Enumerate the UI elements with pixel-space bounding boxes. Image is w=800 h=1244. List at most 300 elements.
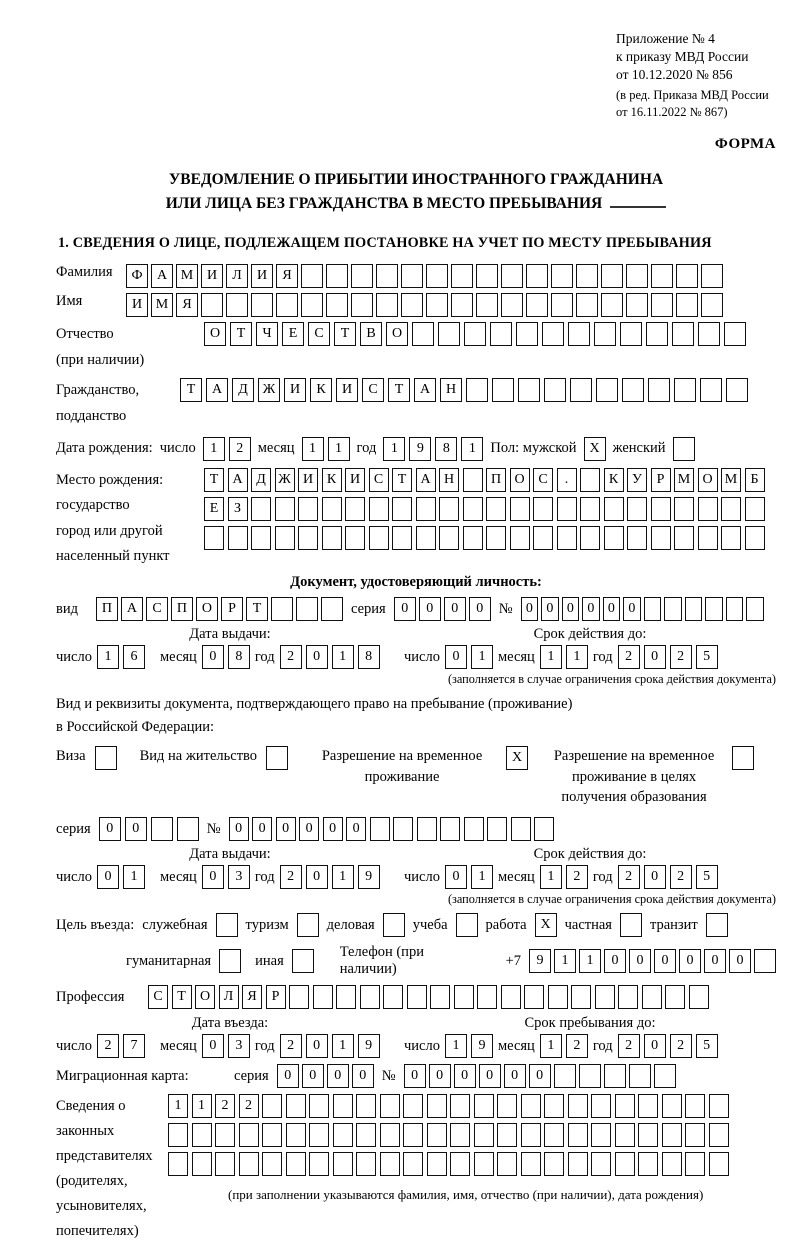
char-cell[interactable] [591,1094,611,1118]
char-cell[interactable]: А [414,378,436,402]
char-cell[interactable] [685,1123,705,1147]
char-cell[interactable]: 1 [328,437,350,461]
char-cell[interactable] [533,526,553,550]
char-cell[interactable] [551,264,573,288]
char-cell[interactable] [401,293,423,317]
char-cell[interactable] [326,293,348,317]
char-cell[interactable] [450,1123,470,1147]
char-cell[interactable]: 0 [504,1064,526,1088]
char-cell[interactable]: 0 [394,597,416,621]
char-cell[interactable] [463,497,483,521]
char-cell[interactable]: К [322,468,342,492]
checkbox-transit[interactable] [706,913,728,937]
char-cell[interactable] [662,1094,682,1118]
char-cell[interactable]: 1 [445,1034,467,1058]
char-cell[interactable] [262,1123,282,1147]
char-cell[interactable]: И [251,264,273,288]
char-cell[interactable] [336,985,356,1009]
char-cell[interactable] [474,1123,494,1147]
char-cell[interactable] [392,526,412,550]
char-cell[interactable] [322,526,342,550]
char-cell[interactable] [333,1123,353,1147]
char-cell[interactable] [511,817,531,841]
char-cell[interactable]: С [146,597,168,621]
char-cell[interactable] [204,526,224,550]
char-cell[interactable] [450,1094,470,1118]
char-cell[interactable] [676,264,698,288]
char-cell[interactable] [579,1064,601,1088]
char-cell[interactable]: Я [276,264,298,288]
char-cell[interactable] [192,1123,212,1147]
char-cell[interactable] [380,1123,400,1147]
char-cell[interactable]: 1 [540,1034,562,1058]
char-cell[interactable]: А [228,468,248,492]
char-cell[interactable] [651,497,671,521]
char-cell[interactable] [476,264,498,288]
char-cell[interactable] [664,597,682,621]
char-cell[interactable]: 1 [579,949,601,973]
char-cell[interactable]: Т [392,468,412,492]
char-cell[interactable] [604,497,624,521]
char-cell[interactable] [626,264,648,288]
char-cell[interactable] [439,497,459,521]
char-cell[interactable] [412,322,434,346]
char-cell[interactable] [262,1094,282,1118]
char-cell[interactable]: 2 [280,865,302,889]
char-cell[interactable] [426,264,448,288]
char-cell[interactable]: 2 [239,1094,259,1118]
char-cell[interactable] [651,264,673,288]
char-cell[interactable] [286,1094,306,1118]
char-cell[interactable] [454,985,474,1009]
char-cell[interactable]: 9 [529,949,551,973]
char-cell[interactable]: Д [232,378,254,402]
checkbox-residence-permit[interactable] [266,746,288,770]
char-cell[interactable] [276,293,298,317]
char-cell[interactable]: С [308,322,330,346]
checkbox-tourism[interactable] [297,913,319,937]
char-cell[interactable] [463,468,483,492]
checkbox-male[interactable]: X [584,437,606,461]
char-cell[interactable] [709,1123,729,1147]
char-cell[interactable]: 0 [202,865,224,889]
char-cell[interactable]: 2 [229,437,251,461]
char-cell[interactable] [526,293,548,317]
char-cell[interactable]: М [176,264,198,288]
char-cell[interactable] [275,526,295,550]
char-cell[interactable]: 2 [670,645,692,669]
char-cell[interactable] [326,264,348,288]
char-cell[interactable]: 1 [540,865,562,889]
char-cell[interactable]: 0 [277,1064,299,1088]
char-cell[interactable] [497,1152,517,1176]
char-cell[interactable]: 0 [302,1064,324,1088]
char-cell[interactable]: 0 [202,1034,224,1058]
char-cell[interactable] [674,378,696,402]
char-cell[interactable]: 0 [704,949,726,973]
char-cell[interactable] [533,497,553,521]
char-cell[interactable]: 0 [529,1064,551,1088]
char-cell[interactable] [705,597,723,621]
char-cell[interactable] [345,526,365,550]
char-cell[interactable] [601,264,623,288]
char-cell[interactable]: Т [172,985,192,1009]
char-cell[interactable]: И [201,264,223,288]
char-cell[interactable] [524,985,544,1009]
char-cell[interactable]: У [627,468,647,492]
char-cell[interactable]: 0 [445,645,467,669]
char-cell[interactable]: 9 [471,1034,493,1058]
char-cell[interactable]: 0 [419,597,441,621]
char-cell[interactable]: Ж [275,468,295,492]
char-cell[interactable] [360,985,380,1009]
char-cell[interactable]: 0 [654,949,676,973]
char-cell[interactable]: 1 [97,645,119,669]
char-cell[interactable] [286,1123,306,1147]
char-cell[interactable] [474,1094,494,1118]
char-cell[interactable] [551,293,573,317]
char-cell[interactable] [638,1094,658,1118]
char-cell[interactable] [604,526,624,550]
checkbox-female[interactable] [673,437,695,461]
char-cell[interactable]: 0 [252,817,272,841]
char-cell[interactable]: И [345,468,365,492]
char-cell[interactable] [548,985,568,1009]
char-cell[interactable] [309,1094,329,1118]
char-cell[interactable]: З [228,497,248,521]
char-cell[interactable] [510,526,530,550]
char-cell[interactable] [369,526,389,550]
char-cell[interactable] [568,1152,588,1176]
char-cell[interactable] [251,526,271,550]
char-cell[interactable] [745,526,765,550]
char-cell[interactable]: Л [219,985,239,1009]
char-cell[interactable] [271,597,293,621]
char-cell[interactable]: 2 [618,865,640,889]
char-cell[interactable]: О [698,468,718,492]
char-cell[interactable] [665,985,685,1009]
char-cell[interactable] [571,985,591,1009]
char-cell[interactable] [685,1094,705,1118]
char-cell[interactable] [591,1152,611,1176]
char-cell[interactable] [648,378,670,402]
char-cell[interactable] [685,597,703,621]
char-cell[interactable] [521,1123,541,1147]
char-cell[interactable] [501,264,523,288]
char-cell[interactable] [309,1152,329,1176]
char-cell[interactable] [451,264,473,288]
char-cell[interactable]: . [557,468,577,492]
char-cell[interactable] [698,497,718,521]
char-cell[interactable] [745,497,765,521]
checkbox-temp-residence[interactable]: X [506,746,528,770]
char-cell[interactable] [486,497,506,521]
char-cell[interactable] [591,1123,611,1147]
char-cell[interactable]: 0 [644,865,666,889]
char-cell[interactable] [672,322,694,346]
char-cell[interactable] [356,1094,376,1118]
char-cell[interactable] [646,322,668,346]
char-cell[interactable] [674,526,694,550]
char-cell[interactable] [521,1094,541,1118]
char-cell[interactable] [356,1152,376,1176]
char-cell[interactable]: С [533,468,553,492]
char-cell[interactable]: 0 [323,817,343,841]
char-cell[interactable] [501,293,523,317]
char-cell[interactable] [701,264,723,288]
char-cell[interactable] [333,1152,353,1176]
char-cell[interactable] [544,1123,564,1147]
char-cell[interactable]: 0 [629,949,651,973]
char-cell[interactable] [580,468,600,492]
char-cell[interactable] [439,526,459,550]
char-cell[interactable] [721,497,741,521]
char-cell[interactable] [557,497,577,521]
char-cell[interactable]: Т [246,597,268,621]
char-cell[interactable] [726,597,744,621]
char-cell[interactable] [724,322,746,346]
char-cell[interactable]: Р [651,468,671,492]
char-cell[interactable]: 1 [123,865,145,889]
checkbox-visa[interactable] [95,746,117,770]
char-cell[interactable] [576,293,598,317]
checkbox-private[interactable] [620,913,642,937]
char-cell[interactable] [492,378,514,402]
char-cell[interactable] [333,1094,353,1118]
char-cell[interactable] [403,1123,423,1147]
char-cell[interactable] [177,817,199,841]
char-cell[interactable]: 1 [471,865,493,889]
char-cell[interactable]: 0 [729,949,751,973]
char-cell[interactable]: 1 [471,645,493,669]
char-cell[interactable]: 0 [623,597,641,621]
char-cell[interactable]: И [298,468,318,492]
char-cell[interactable]: Ж [258,378,280,402]
char-cell[interactable]: 1 [332,645,354,669]
char-cell[interactable] [568,1123,588,1147]
char-cell[interactable] [568,322,590,346]
char-cell[interactable]: 0 [479,1064,501,1088]
char-cell[interactable]: 5 [696,1034,718,1058]
char-cell[interactable] [629,1064,651,1088]
char-cell[interactable]: К [604,468,624,492]
char-cell[interactable] [407,985,427,1009]
char-cell[interactable]: 0 [521,597,539,621]
char-cell[interactable] [580,526,600,550]
char-cell[interactable]: И [126,293,148,317]
char-cell[interactable]: К [310,378,332,402]
char-cell[interactable] [286,1152,306,1176]
char-cell[interactable] [376,293,398,317]
char-cell[interactable]: А [206,378,228,402]
char-cell[interactable] [464,817,484,841]
char-cell[interactable] [604,1064,626,1088]
char-cell[interactable] [370,817,390,841]
char-cell[interactable] [595,985,615,1009]
char-cell[interactable]: Я [176,293,198,317]
char-cell[interactable] [626,293,648,317]
char-cell[interactable] [490,322,512,346]
char-cell[interactable] [518,378,540,402]
char-cell[interactable]: 0 [327,1064,349,1088]
char-cell[interactable] [726,378,748,402]
char-cell[interactable] [709,1094,729,1118]
char-cell[interactable]: 1 [192,1094,212,1118]
char-cell[interactable] [622,378,644,402]
char-cell[interactable]: М [151,293,173,317]
char-cell[interactable] [322,497,342,521]
char-cell[interactable]: 3 [228,865,250,889]
char-cell[interactable] [557,526,577,550]
char-cell[interactable]: 0 [202,645,224,669]
char-cell[interactable]: Ф [126,264,148,288]
char-cell[interactable]: О [386,322,408,346]
char-cell[interactable]: 2 [618,645,640,669]
char-cell[interactable]: 0 [445,865,467,889]
char-cell[interactable]: 0 [125,817,147,841]
char-cell[interactable]: 0 [306,865,328,889]
char-cell[interactable] [239,1152,259,1176]
char-cell[interactable]: 0 [603,597,621,621]
char-cell[interactable]: 0 [644,1034,666,1058]
char-cell[interactable]: Т [334,322,356,346]
char-cell[interactable]: 0 [346,817,366,841]
char-cell[interactable] [698,322,720,346]
char-cell[interactable] [615,1094,635,1118]
char-cell[interactable]: 2 [670,1034,692,1058]
char-cell[interactable]: 0 [454,1064,476,1088]
char-cell[interactable]: 0 [306,1034,328,1058]
char-cell[interactable]: 1 [332,865,354,889]
char-cell[interactable] [662,1123,682,1147]
char-cell[interactable]: 0 [429,1064,451,1088]
char-cell[interactable] [403,1094,423,1118]
char-cell[interactable]: 2 [280,1034,302,1058]
char-cell[interactable] [654,1064,676,1088]
char-cell[interactable]: И [336,378,358,402]
checkbox-official[interactable] [216,913,238,937]
char-cell[interactable] [438,322,460,346]
char-cell[interactable]: 8 [228,645,250,669]
char-cell[interactable] [689,985,709,1009]
char-cell[interactable]: 2 [566,1034,588,1058]
char-cell[interactable] [289,985,309,1009]
char-cell[interactable] [486,526,506,550]
char-cell[interactable]: И [284,378,306,402]
char-cell[interactable]: Ч [256,322,278,346]
char-cell[interactable]: 0 [299,817,319,841]
char-cell[interactable] [380,1152,400,1176]
char-cell[interactable]: С [369,468,389,492]
char-cell[interactable]: 8 [358,645,380,669]
char-cell[interactable]: 0 [229,817,249,841]
char-cell[interactable] [701,293,723,317]
char-cell[interactable]: Л [226,264,248,288]
char-cell[interactable] [417,817,437,841]
char-cell[interactable]: 5 [696,645,718,669]
char-cell[interactable]: 2 [97,1034,119,1058]
char-cell[interactable]: 2 [280,645,302,669]
char-cell[interactable] [192,1152,212,1176]
char-cell[interactable] [570,378,592,402]
char-cell[interactable] [351,264,373,288]
char-cell[interactable]: О [195,985,215,1009]
char-cell[interactable] [618,985,638,1009]
char-cell[interactable] [426,293,448,317]
char-cell[interactable]: 0 [352,1064,374,1088]
char-cell[interactable] [477,985,497,1009]
char-cell[interactable] [251,497,271,521]
char-cell[interactable]: 2 [215,1094,235,1118]
char-cell[interactable] [392,497,412,521]
char-cell[interactable]: 0 [99,817,121,841]
char-cell[interactable]: А [121,597,143,621]
char-cell[interactable] [638,1152,658,1176]
char-cell[interactable]: Д [251,468,271,492]
char-cell[interactable] [309,1123,329,1147]
char-cell[interactable]: 0 [444,597,466,621]
char-cell[interactable]: 0 [582,597,600,621]
char-cell[interactable] [380,1094,400,1118]
char-cell[interactable] [403,1152,423,1176]
checkbox-temp-residence-education[interactable] [732,746,754,770]
char-cell[interactable]: 3 [228,1034,250,1058]
char-cell[interactable] [239,1123,259,1147]
char-cell[interactable]: 5 [696,865,718,889]
checkbox-other[interactable] [292,949,314,973]
char-cell[interactable] [450,1152,470,1176]
checkbox-study[interactable] [456,913,478,937]
char-cell[interactable] [554,1064,576,1088]
char-cell[interactable] [651,293,673,317]
char-cell[interactable] [416,526,436,550]
char-cell[interactable]: 7 [123,1034,145,1058]
char-cell[interactable] [476,293,498,317]
char-cell[interactable] [568,1094,588,1118]
char-cell[interactable] [393,817,413,841]
char-cell[interactable] [662,1152,682,1176]
checkbox-humanitarian[interactable] [219,949,241,973]
char-cell[interactable] [321,597,343,621]
char-cell[interactable] [464,322,486,346]
char-cell[interactable] [416,497,436,521]
char-cell[interactable]: А [416,468,436,492]
char-cell[interactable] [544,1094,564,1118]
char-cell[interactable]: 0 [562,597,580,621]
char-cell[interactable] [466,378,488,402]
char-cell[interactable]: П [96,597,118,621]
char-cell[interactable] [576,264,598,288]
char-cell[interactable]: 2 [618,1034,640,1058]
char-cell[interactable] [451,293,473,317]
char-cell[interactable] [746,597,764,621]
char-cell[interactable] [521,1152,541,1176]
char-cell[interactable] [215,1123,235,1147]
char-cell[interactable]: О [204,322,226,346]
char-cell[interactable]: 0 [404,1064,426,1088]
char-cell[interactable] [580,497,600,521]
char-cell[interactable]: А [151,264,173,288]
char-cell[interactable]: Е [282,322,304,346]
char-cell[interactable] [542,322,564,346]
char-cell[interactable] [296,597,318,621]
char-cell[interactable] [651,526,671,550]
char-cell[interactable] [754,949,776,973]
char-cell[interactable] [615,1123,635,1147]
char-cell[interactable]: Р [221,597,243,621]
char-cell[interactable] [685,1152,705,1176]
char-cell[interactable]: 0 [644,645,666,669]
